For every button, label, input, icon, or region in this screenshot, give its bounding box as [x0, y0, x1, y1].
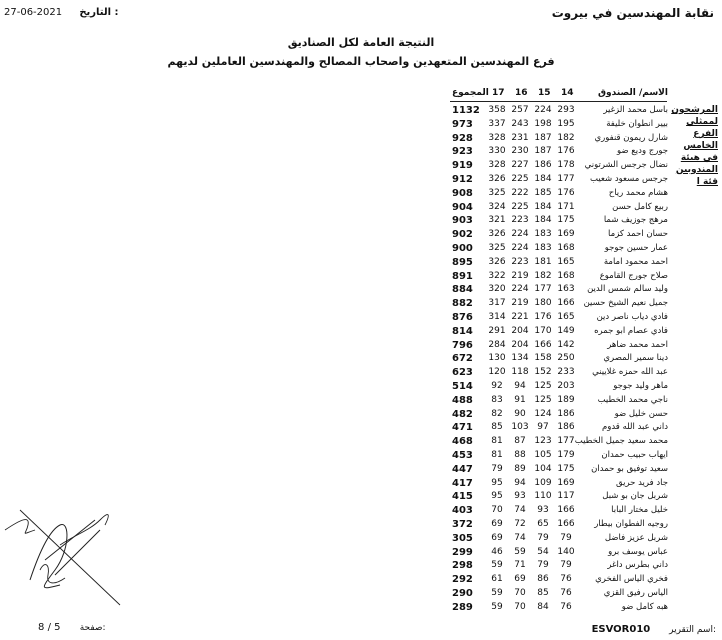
cell-c17: 325 — [488, 187, 506, 198]
cell-total: 796 — [452, 339, 473, 351]
cell-name: شربل عزيز فاضل — [604, 532, 668, 543]
table-row — [0, 435, 722, 448]
cell-c15: 54 — [537, 546, 549, 557]
cell-total: 299 — [452, 546, 473, 558]
cell-c16: 224 — [511, 229, 529, 240]
group-label-line: المندوبين قئة ا — [675, 165, 718, 187]
cell-c17: 120 — [488, 367, 506, 378]
cell-name: صلاح جورج القاموع — [599, 270, 668, 281]
cell-c15: 180 — [534, 298, 552, 309]
table-row — [0, 173, 722, 186]
cell-name: وليد سالم شمس الدين — [587, 284, 668, 295]
cell-c17: 325 — [488, 243, 506, 253]
header-name: الاسم/ الصندوق — [598, 88, 668, 98]
cell-c17: 81 — [491, 450, 503, 460]
cell-c14: 76 — [560, 588, 572, 598]
cell-c15: 105 — [534, 450, 552, 460]
cell-c15: 152 — [534, 367, 552, 378]
cell-name: حسن خليل ضو — [614, 408, 668, 419]
cell-name: هبه كامل ضو — [621, 601, 668, 612]
cell-c14: 140 — [557, 546, 575, 557]
cell-c14: 79 — [560, 532, 572, 543]
cell-total: 403 — [452, 505, 473, 517]
cell-c14: 142 — [557, 339, 575, 350]
cell-name: خليل مختار البابا — [611, 505, 668, 516]
cell-c14: 176 — [557, 187, 575, 198]
page-label: صفحة: — [79, 623, 106, 633]
table-row — [0, 187, 722, 200]
cell-c16: 223 — [511, 256, 529, 267]
cell-c15: 166 — [534, 339, 552, 350]
cell-c15: 86 — [537, 574, 549, 585]
table-row — [0, 132, 722, 145]
cell-total: 895 — [452, 256, 473, 268]
cell-c14: 165 — [557, 256, 575, 267]
cell-c17: 92 — [491, 381, 503, 391]
cell-c14: 163 — [557, 284, 575, 295]
table-row — [0, 394, 722, 407]
header-divider — [450, 101, 667, 102]
table-row — [0, 339, 722, 352]
cell-c15: 186 — [534, 160, 552, 171]
cell-total: 928 — [452, 132, 473, 144]
cell-c14: 79 — [560, 560, 572, 571]
cell-c16: 87 — [514, 436, 526, 447]
cell-total: 290 — [452, 588, 473, 599]
cell-name: شربل جان بو شبل — [602, 491, 668, 502]
cell-name: دينا سمير المصري — [603, 353, 668, 364]
cell-c16: 93 — [514, 491, 526, 502]
cell-c15: 109 — [534, 477, 552, 488]
cell-c15: 123 — [534, 436, 552, 447]
cell-c15: 176 — [534, 312, 552, 322]
cell-c17: 70 — [491, 505, 503, 516]
header-c16: 16 — [515, 88, 528, 98]
cell-c16: 88 — [514, 450, 526, 460]
table-row — [0, 408, 722, 421]
cell-c15: 125 — [534, 394, 552, 405]
signature-icon — [0, 490, 130, 620]
cell-c17: 284 — [488, 339, 506, 350]
cell-total: 973 — [452, 118, 473, 130]
cell-c17: 326 — [488, 174, 506, 184]
table-row — [0, 449, 722, 462]
cell-c14: 165 — [557, 312, 575, 322]
cell-total: 471 — [452, 422, 473, 434]
cell-name: فخري الياس الفخري — [595, 574, 668, 585]
cell-name: حسان احمد كزما — [608, 229, 668, 240]
cell-c17: 322 — [488, 270, 506, 281]
cell-c17: 324 — [488, 201, 506, 212]
page-current: 5 — [54, 622, 61, 633]
report-subtitle: فرع المهندسين المتعهدين واصحاب المصالح والمهندسين العاملين لديهم — [167, 55, 555, 68]
cell-c14: 177 — [557, 174, 575, 184]
cell-c17: 59 — [491, 560, 503, 571]
cell-c15: 97 — [537, 422, 549, 433]
cell-c17: 79 — [491, 463, 503, 474]
cell-c15: 158 — [534, 353, 552, 364]
cell-total: 923 — [452, 146, 473, 158]
cell-total: 623 — [452, 367, 473, 379]
cell-c15: 85 — [537, 588, 549, 598]
date-value: 27-06-2021 — [4, 7, 63, 18]
cell-c17: 326 — [488, 256, 506, 267]
cell-name: شارل ريمون قنفوري — [594, 132, 668, 143]
cell-c16: 59 — [514, 546, 526, 557]
cell-c15: 65 — [537, 519, 549, 529]
cell-c14: 166 — [557, 505, 575, 516]
table-row — [0, 352, 722, 365]
cell-c17: 321 — [488, 215, 506, 226]
cell-c16: 243 — [511, 118, 529, 129]
cell-total: 453 — [452, 450, 473, 461]
cell-name: جرجس مسعود شعيب — [590, 174, 668, 184]
cell-c16: 204 — [511, 339, 529, 350]
cell-c17: 61 — [491, 574, 503, 585]
cell-c16: 225 — [511, 174, 529, 184]
cell-c16: 230 — [511, 146, 529, 157]
cell-c14: 179 — [557, 450, 575, 460]
cell-c14: 76 — [560, 601, 572, 612]
cell-name: باسل محمد الزغير — [603, 105, 668, 115]
report-label: اسم التقرير: — [669, 625, 716, 635]
cell-c16: 225 — [511, 201, 529, 212]
cell-name: جميل نعيم الشيخ حسين — [583, 298, 668, 309]
cell-c15: 187 — [534, 146, 552, 157]
report-title: النتيجة العامة لكل الصناديق — [287, 36, 435, 49]
cell-name: ايهاب حبيب حمدان — [601, 450, 668, 460]
cell-c15: 170 — [534, 325, 552, 336]
header-c17: 17 — [492, 88, 505, 98]
cell-name: فادي دياب ناصر دين — [596, 312, 668, 322]
cell-c16: 222 — [511, 187, 529, 198]
cell-c14: 149 — [557, 325, 575, 336]
cell-c14: 203 — [557, 381, 575, 391]
cell-total: 447 — [452, 463, 473, 475]
cell-c15: 184 — [534, 215, 552, 226]
cell-total: 891 — [452, 270, 473, 282]
cell-c15: 184 — [534, 201, 552, 212]
cell-c16: 89 — [514, 463, 526, 474]
table-row — [0, 325, 722, 338]
cell-c14: 166 — [557, 298, 575, 309]
cell-c15: 79 — [537, 532, 549, 543]
cell-total: 305 — [452, 532, 473, 544]
cell-c16: 223 — [511, 215, 529, 226]
cell-c15: 79 — [537, 560, 549, 571]
cell-name: فادي عصام ابو جمره — [594, 325, 668, 336]
cell-c17: 326 — [488, 229, 506, 240]
cell-c16: 118 — [511, 367, 529, 378]
cell-total: 904 — [452, 201, 473, 213]
cell-c17: 320 — [488, 284, 506, 295]
cell-total: 884 — [452, 284, 473, 296]
cell-name: ناجي محمد الخطيب — [597, 394, 668, 405]
table-row — [0, 256, 722, 269]
cell-c17: 85 — [491, 422, 503, 433]
cell-name: عبد الله حمزه غلاييني — [592, 367, 668, 378]
cell-c17: 59 — [491, 588, 503, 598]
table-row — [0, 477, 722, 490]
cell-total: 289 — [452, 601, 473, 613]
table-row — [0, 201, 722, 214]
cell-c16: 74 — [514, 532, 526, 543]
cell-name: عباس يوسف برو — [608, 546, 668, 557]
header-total: المجموع — [452, 88, 489, 98]
cell-c14: 175 — [557, 215, 575, 226]
cell-c14: 169 — [557, 477, 575, 488]
cell-c14: 117 — [557, 491, 575, 502]
cell-c14: 195 — [557, 118, 575, 129]
cell-c16: 71 — [514, 560, 526, 571]
cell-total: 1132 — [452, 105, 480, 116]
cell-c17: 69 — [491, 532, 503, 543]
cell-c17: 95 — [491, 491, 503, 502]
cell-c16: 221 — [511, 312, 529, 322]
cell-c17: 83 — [491, 394, 503, 405]
cell-c15: 187 — [534, 132, 552, 143]
table-row — [0, 270, 722, 283]
cell-c16: 94 — [514, 477, 526, 488]
cell-c14: 175 — [557, 463, 575, 474]
cell-c14: 233 — [557, 367, 575, 378]
cell-total: 488 — [452, 394, 473, 406]
cell-total: 814 — [452, 325, 473, 337]
report-name-block — [592, 624, 716, 635]
cell-name: جاد فريد حريق — [615, 477, 668, 488]
cell-c15: 183 — [534, 229, 552, 240]
group-label-line: لممثلي الفرع — [686, 117, 718, 139]
cell-c15: 183 — [534, 243, 552, 253]
cell-c16: 224 — [511, 284, 529, 295]
cell-c15: 181 — [534, 256, 552, 267]
cell-name: بيير انطوان خليفة — [606, 118, 668, 129]
cell-c15: 182 — [534, 270, 552, 281]
date-block — [4, 7, 119, 18]
cell-c17: 81 — [491, 436, 503, 447]
cell-c16: 70 — [514, 601, 526, 612]
cell-name: نضال جرجس الشرتوني — [584, 160, 668, 171]
cell-name: هشام محمد رياح — [608, 187, 668, 198]
cell-total: 417 — [452, 477, 473, 489]
cell-total: 903 — [452, 215, 473, 227]
cell-c17: 59 — [491, 601, 503, 612]
cell-c16: 204 — [511, 325, 529, 336]
cell-name: ربيع كامل حسن — [612, 201, 668, 212]
cell-c16: 134 — [511, 353, 529, 364]
cell-total: 514 — [452, 381, 473, 392]
cell-name: احمد محمود امامة — [603, 256, 668, 267]
cell-c14: 177 — [557, 436, 575, 447]
cell-total: 902 — [452, 229, 473, 241]
cell-c16: 257 — [511, 105, 529, 115]
cell-c14: 186 — [557, 408, 575, 419]
cell-c14: 168 — [557, 270, 575, 281]
cell-c14: 176 — [557, 146, 575, 157]
table-row — [0, 380, 722, 393]
cell-c17: 69 — [491, 519, 503, 529]
cell-c16: 90 — [514, 408, 526, 419]
group-label-line: المرشحون — [671, 105, 718, 115]
table-row — [0, 283, 722, 296]
cell-total: 912 — [452, 174, 473, 185]
date-label: التاريخ : — [79, 7, 119, 18]
cell-name: مرهج جوزيف شما — [603, 215, 668, 226]
cell-c16: 70 — [514, 588, 526, 598]
cell-c16: 94 — [514, 381, 526, 391]
cell-c16: 74 — [514, 505, 526, 516]
cell-total: 415 — [452, 491, 473, 503]
table-row — [0, 366, 722, 379]
cell-total: 672 — [452, 353, 473, 365]
cell-c16: 224 — [511, 243, 529, 253]
cell-name: احمد محمد ضاهر — [607, 339, 668, 350]
cell-c17: 328 — [488, 132, 506, 143]
cell-c17: 314 — [488, 312, 506, 322]
cell-c17: 337 — [488, 118, 506, 129]
cell-c14: 166 — [557, 519, 575, 529]
table-row — [0, 118, 722, 131]
cell-c15: 184 — [534, 174, 552, 184]
cell-name: ماهر وليد جوجو — [613, 381, 668, 391]
cell-total: 876 — [452, 312, 473, 323]
cell-name: عمار حسين جوجو — [604, 243, 668, 253]
cell-c15: 110 — [534, 491, 552, 502]
table-row — [0, 242, 722, 255]
page-indicator: 8 / 5 صفحة: — [38, 622, 106, 633]
cell-c14: 76 — [560, 574, 572, 585]
cell-c17: 328 — [488, 160, 506, 171]
cell-total: 882 — [452, 298, 473, 310]
cell-name: الياس رفيق القزي — [603, 588, 668, 598]
cell-total: 900 — [452, 243, 473, 254]
cell-c16: 72 — [514, 519, 526, 529]
cell-c16: 219 — [511, 270, 529, 281]
cell-c15: 124 — [534, 408, 552, 419]
cell-c17: 291 — [488, 325, 506, 336]
cell-c15: 84 — [537, 601, 549, 612]
cell-name: داني بطرس داغر — [607, 560, 668, 571]
cell-total: 372 — [452, 519, 473, 530]
cell-c16: 103 — [511, 422, 529, 433]
cell-c16: 91 — [514, 394, 526, 405]
cell-c15: 224 — [534, 105, 552, 115]
cell-name: داني عبد الله قدوم — [601, 422, 668, 433]
header-c14: 14 — [561, 88, 574, 98]
cell-name: روجيه الفطوان بيطار — [594, 519, 668, 529]
cell-c14: 186 — [557, 422, 575, 433]
cell-c17: 46 — [491, 546, 503, 557]
cell-total: 908 — [452, 187, 473, 199]
table-row — [0, 228, 722, 241]
cell-c17: 130 — [488, 353, 506, 364]
cell-c16: 69 — [514, 574, 526, 585]
cell-total: 482 — [452, 408, 473, 420]
cell-c15: 125 — [534, 381, 552, 391]
cell-c14: 189 — [557, 394, 575, 405]
cell-total: 298 — [452, 560, 473, 572]
cell-c14: 169 — [557, 229, 575, 240]
table-row — [0, 311, 722, 324]
cell-c14: 178 — [557, 160, 575, 171]
cell-c15: 198 — [534, 118, 552, 129]
table-row — [0, 145, 722, 158]
table-row — [0, 463, 722, 476]
cell-c14: 250 — [557, 353, 575, 364]
cell-total: 919 — [452, 160, 473, 172]
table-row — [0, 214, 722, 227]
cell-c17: 358 — [488, 105, 506, 115]
cell-c17: 317 — [488, 298, 506, 309]
cell-c15: 93 — [537, 505, 549, 516]
cell-total: 468 — [452, 436, 473, 448]
table-row — [0, 421, 722, 434]
cell-name: جورج وديع ضو — [616, 146, 668, 157]
cell-c16: 231 — [511, 132, 529, 143]
cell-c16: 219 — [511, 298, 529, 309]
page-total: 8 — [38, 622, 45, 633]
cell-c17: 330 — [488, 146, 506, 157]
cell-c14: 171 — [557, 201, 575, 212]
header-c15: 15 — [538, 88, 551, 98]
cell-name: محمد سعيد جميل الخطيب — [574, 436, 668, 447]
cell-c14: 293 — [557, 105, 575, 115]
table-row — [0, 159, 722, 172]
cell-c15: 185 — [534, 187, 552, 198]
report-code: ESVOR010 — [591, 624, 651, 635]
column-header-row — [0, 88, 722, 101]
table-row — [0, 297, 722, 310]
cell-c15: 104 — [534, 463, 552, 474]
cell-c14: 168 — [557, 243, 575, 253]
table-row — [0, 104, 722, 117]
cell-c14: 182 — [557, 132, 575, 143]
cell-c16: 227 — [511, 160, 529, 171]
group-label-line: الخامس في هيئة — [680, 141, 718, 163]
cell-c17: 95 — [491, 477, 503, 488]
org-name: نقابة المهندسين في بيروت — [551, 6, 714, 20]
cell-name: سعيد توفيق بو حمدان — [591, 463, 668, 474]
cell-c15: 177 — [534, 284, 552, 295]
cell-total: 292 — [452, 574, 473, 586]
cell-c17: 82 — [491, 408, 503, 419]
